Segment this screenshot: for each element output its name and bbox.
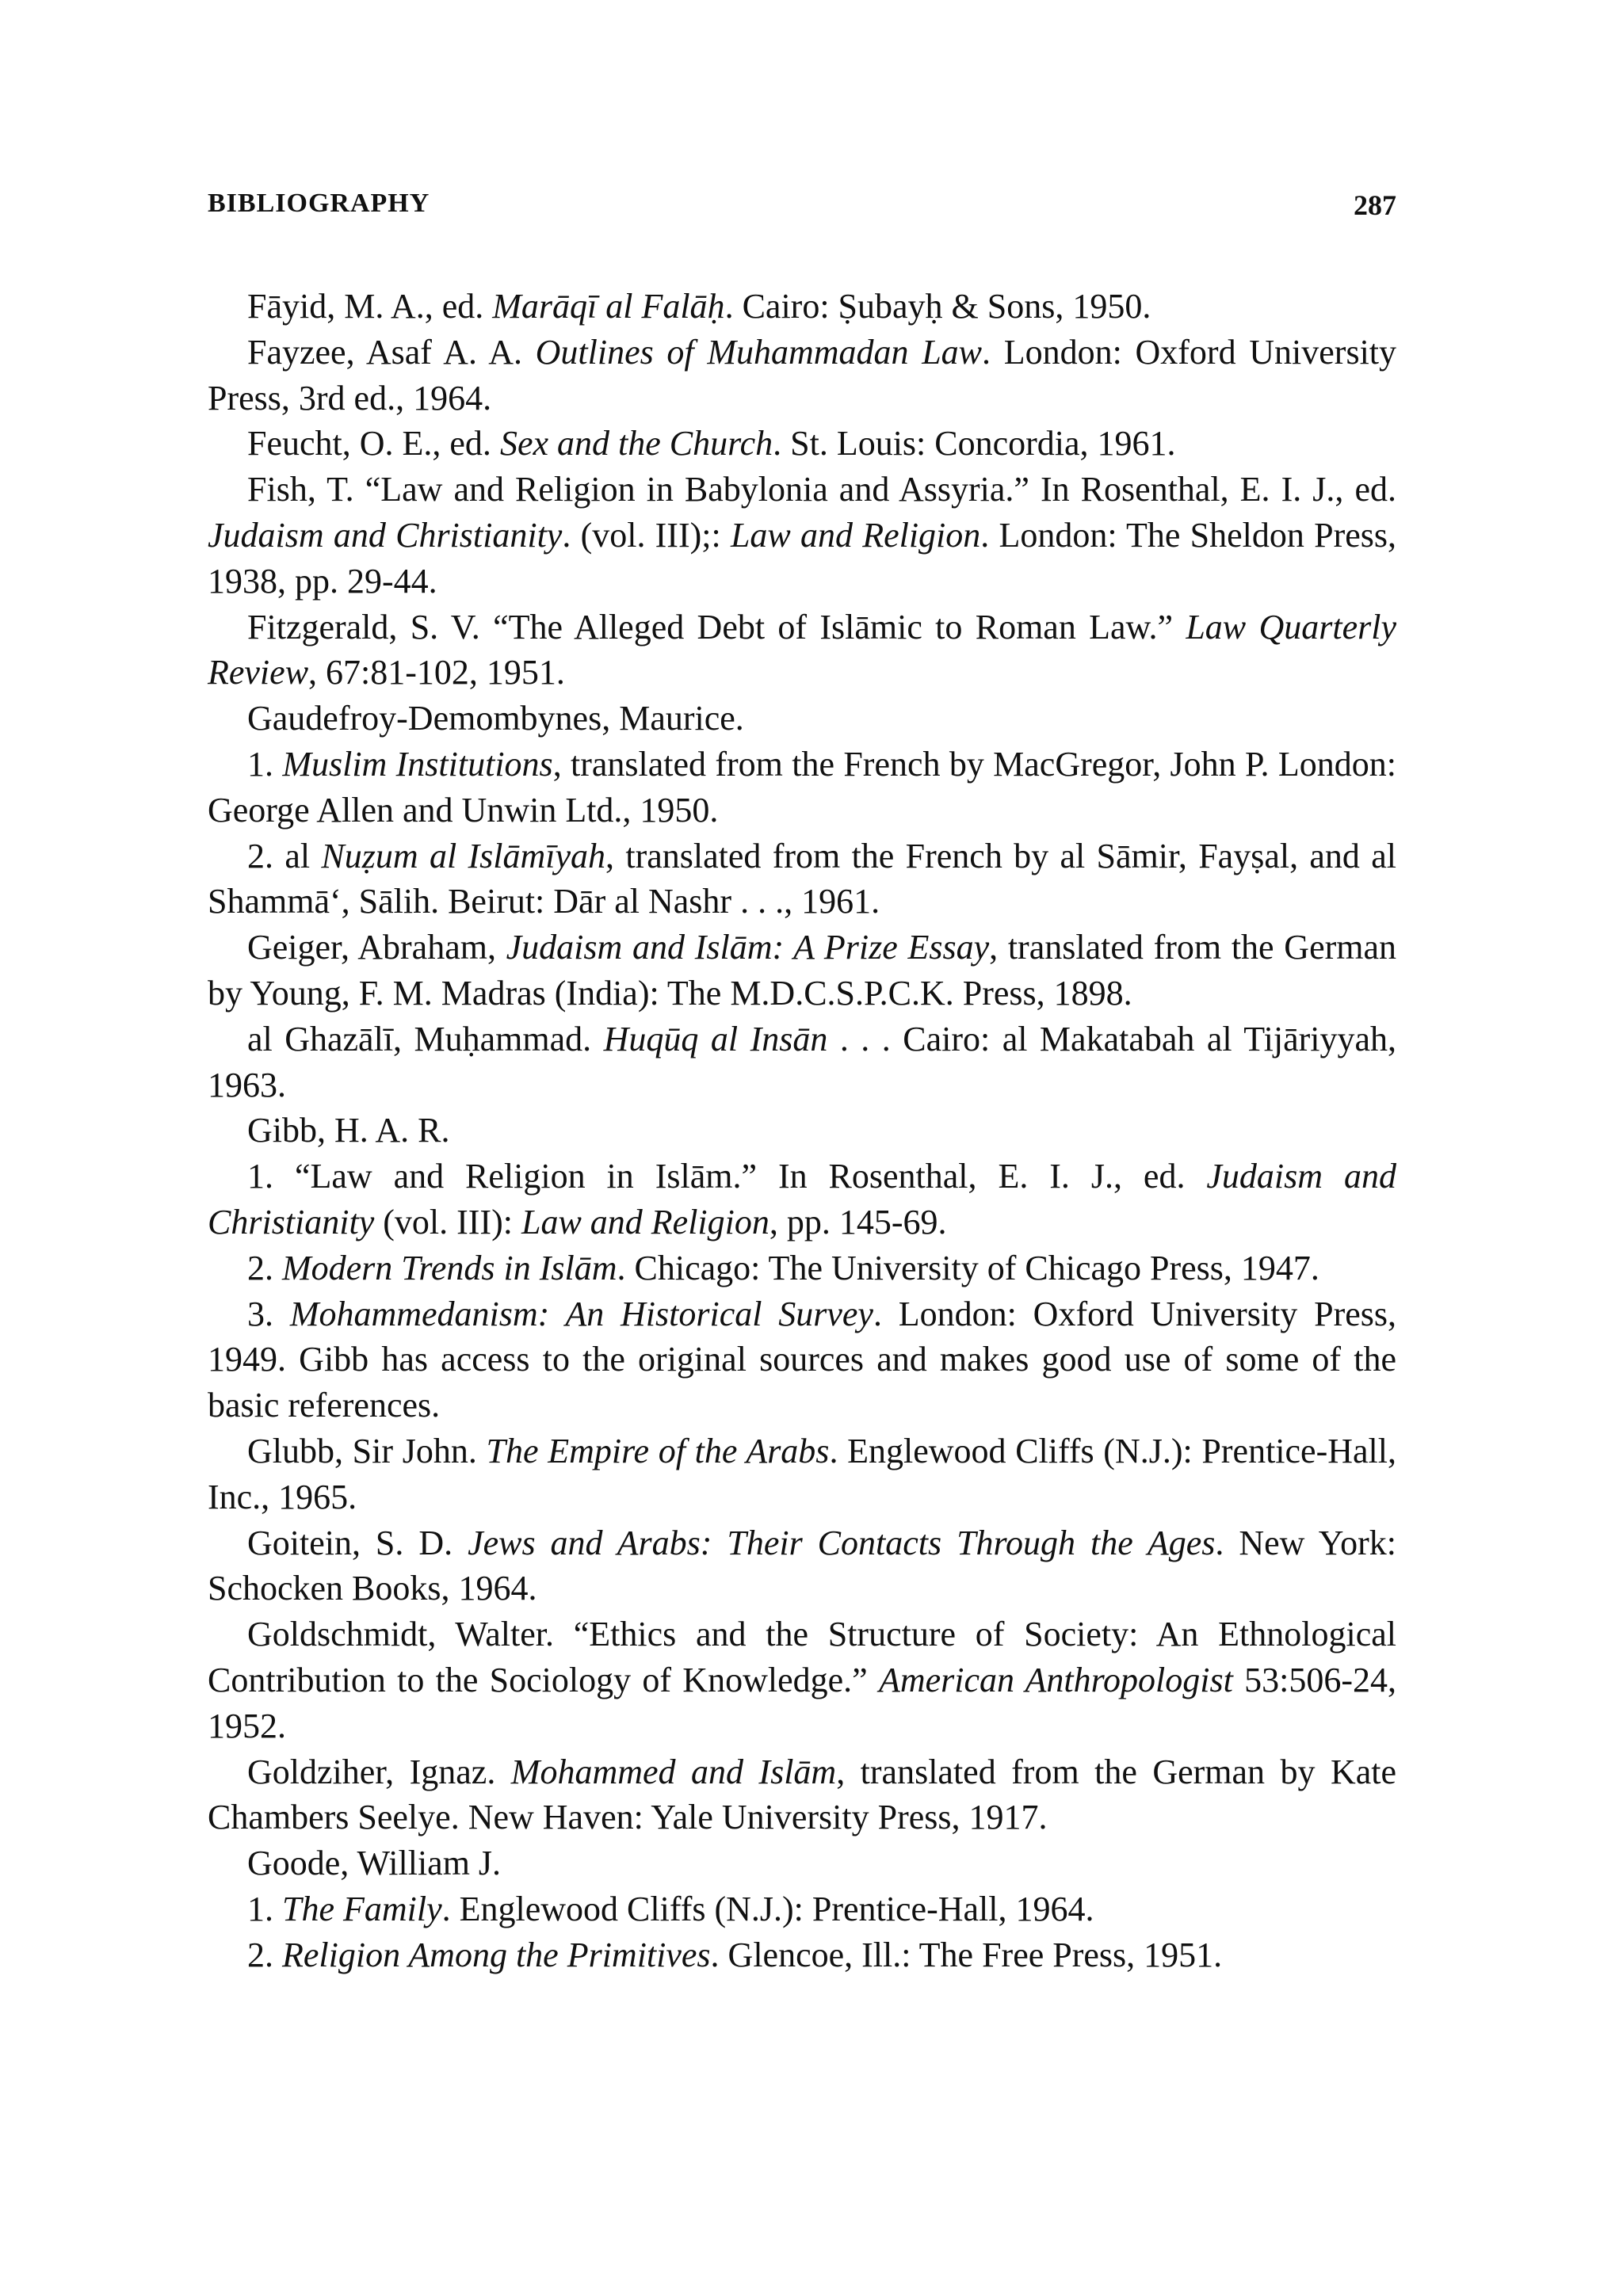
- entry-title: Law and Religion: [730, 515, 981, 555]
- page-number: 287: [1354, 189, 1396, 221]
- entry-text: , pp. 145-69.: [769, 1202, 947, 1241]
- entry-text: Glubb, Sir John.: [247, 1431, 487, 1470]
- entry-text: Fish, T. “Law and Religion in Babylonia and Assyria.” In Rosenthal, E. I. J., ed.: [247, 470, 1396, 509]
- entry-text: Fitzgerald, S. V. “The Alleged Debt of Islāmic to Roman Law.”: [247, 607, 1186, 646]
- bibliography-entry: [208, 1932, 1396, 1978]
- bibliography-entry: [208, 1108, 1396, 1154]
- bibliography-entry: [208, 742, 1396, 833]
- entry-text: , 67:81-102, 1951.: [308, 653, 565, 692]
- entry-title: Law and Religion: [521, 1202, 769, 1241]
- bibliography-entry: [208, 1520, 1396, 1612]
- entry-text: Goldschmidt, Walter. “Ethics and the Structure of Society: An Ethnological Contribution to the Sociology of Knowledge.”: [208, 1615, 1396, 1699]
- entry-title: Modern Trends in Islām: [282, 1248, 617, 1287]
- entry-text: , translated from the French by al Sāmir, Fayṣal, and al Shammā‘, Sālih. Beirut: Dār al Nashr . . ., 1961.: [208, 836, 1396, 921]
- bibliography-entry: [208, 1611, 1396, 1749]
- entry-text: . (vol. III);:: [562, 515, 731, 555]
- entry-title: The Family: [282, 1889, 442, 1928]
- bibliography-entry: [208, 605, 1396, 696]
- bibliography-entry: [208, 1840, 1396, 1886]
- entry-text: Fayzee, Asaf A. A.: [247, 332, 536, 372]
- entry-title: Judaism and Christianity: [208, 1157, 1396, 1241]
- entry-title: Muslim Institutions: [282, 744, 553, 784]
- entry-text: . Chicago: The University of Chicago Press, 1947.: [617, 1248, 1319, 1287]
- entry-text: . Glencoe, Ill.: The Free Press, 1951.: [710, 1935, 1223, 1974]
- entry-title: Judaism and Islām: A Prize Essay: [506, 928, 990, 967]
- entry-title: Nuẓum al Islāmīyah: [321, 836, 606, 875]
- entry-text: . London: Oxford University Press, 1949. Gibb has access to the original sources and makes good use of some of the basic references.: [208, 1294, 1397, 1425]
- entry-text: , translated from the German by Young, F. M. Madras (India): The M.D.C.S.P.C.K. Press, 1898.: [208, 928, 1397, 1013]
- entry-title: Sex and the Church: [499, 424, 773, 463]
- entry-title: Jews and Arabs: Their Contacts Through the Ages: [468, 1523, 1216, 1562]
- entry-text: Goitein, S. D.: [247, 1523, 468, 1562]
- bibliography-entry: [208, 1886, 1396, 1932]
- entry-text: Gaudefroy-Demombynes, Maurice.: [247, 699, 744, 738]
- entry-text: . New York: Schocken Books, 1964.: [208, 1523, 1396, 1608]
- entry-text: Gibb, H. A. R.: [247, 1111, 450, 1150]
- bibliography-entry: [208, 925, 1396, 1016]
- entry-text: al Ghazālī, Muḥammad.: [247, 1019, 604, 1058]
- entry-text: 1. “Law and Religion in Islām.” In Rosenthal, E. I. J., ed.: [247, 1157, 1207, 1196]
- bibliography-entry: [208, 284, 1396, 330]
- bibliography-entry: [208, 421, 1396, 467]
- entry-title: Huqūq al Insān: [603, 1019, 828, 1058]
- entry-title: The Empire of the Arabs: [486, 1431, 830, 1470]
- entry-text: . . . Cairo: al Makatabah al Tijāriyyah, 1963.: [208, 1019, 1397, 1104]
- entry-text: 2.: [247, 1935, 282, 1974]
- entry-title: Mohammed and Islām: [510, 1752, 837, 1791]
- entry-text: 2.: [247, 1248, 282, 1287]
- bibliography-entry: [208, 1154, 1396, 1245]
- entry-text: 1.: [247, 1889, 282, 1928]
- bibliography-entry: [208, 1016, 1396, 1108]
- entry-text: . St. Louis: Concordia, 1961.: [773, 424, 1176, 463]
- bibliography-entry: [208, 833, 1396, 925]
- entry-text: Feucht, O. E., ed.: [247, 424, 500, 463]
- running-title: BIBLIOGRAPHY: [208, 189, 430, 218]
- bibliography-entry: [208, 1428, 1396, 1520]
- entry-title: Outlines of Muhammadan Law: [535, 332, 983, 372]
- bibliography-entry: [208, 467, 1396, 604]
- entry-text: . London: Oxford University Press, 3rd ed., 1964.: [208, 332, 1397, 418]
- entry-text: , translated from the German by Kate Chambers Seelye. New Haven: Yale University Press, 1917.: [208, 1752, 1397, 1837]
- entry-text: 3.: [247, 1294, 290, 1333]
- entry-title: Judaism and Christianity: [208, 515, 563, 555]
- entry-text: . London: The Sheldon Press, 1938, pp. 29-44.: [208, 515, 1396, 601]
- entry-text: Goldziher, Ignaz.: [247, 1752, 511, 1791]
- entry-text: . Englewood Cliffs (N.J.): Prentice-Hall, 1964.: [441, 1889, 1094, 1928]
- entry-text: . Englewood Cliffs (N.J.): Prentice-Hall, Inc., 1965.: [208, 1431, 1396, 1516]
- entry-title: American Anthropologist: [878, 1660, 1233, 1699]
- bibliography-entry: [208, 1749, 1396, 1841]
- bibliography-entry: [208, 696, 1396, 742]
- entry-title: Religion Among the Primitives: [282, 1935, 711, 1974]
- entry-text: 1.: [247, 744, 283, 784]
- bibliography-list: [208, 284, 1396, 1978]
- entry-text: , translated from the French by MacGregor, John P. London: George Allen and Unwin Ltd., 1950.: [208, 744, 1396, 830]
- entry-text: Goode, William J.: [247, 1844, 502, 1883]
- entry-text: (vol. III):: [374, 1202, 521, 1241]
- bibliography-entry: [208, 1245, 1396, 1291]
- entry-text: Geiger, Abraham,: [247, 928, 506, 967]
- bibliography-entry: [208, 330, 1396, 421]
- entry-title: Law Quarterly Review: [208, 607, 1396, 692]
- entry-text: Fāyid, M. A., ed.: [247, 287, 493, 326]
- entry-text: 2. al: [247, 836, 322, 875]
- running-head: [208, 189, 1396, 236]
- entry-title: Marāqī al Falāḥ: [492, 287, 725, 326]
- entry-title: Mohammedanism: An Historical Survey: [289, 1294, 873, 1333]
- bibliography-entry: [208, 1291, 1396, 1428]
- entry-text: . Cairo: Ṣubayḥ & Sons, 1950.: [724, 287, 1151, 326]
- entry-text: 53:506-24, 1952.: [208, 1660, 1396, 1745]
